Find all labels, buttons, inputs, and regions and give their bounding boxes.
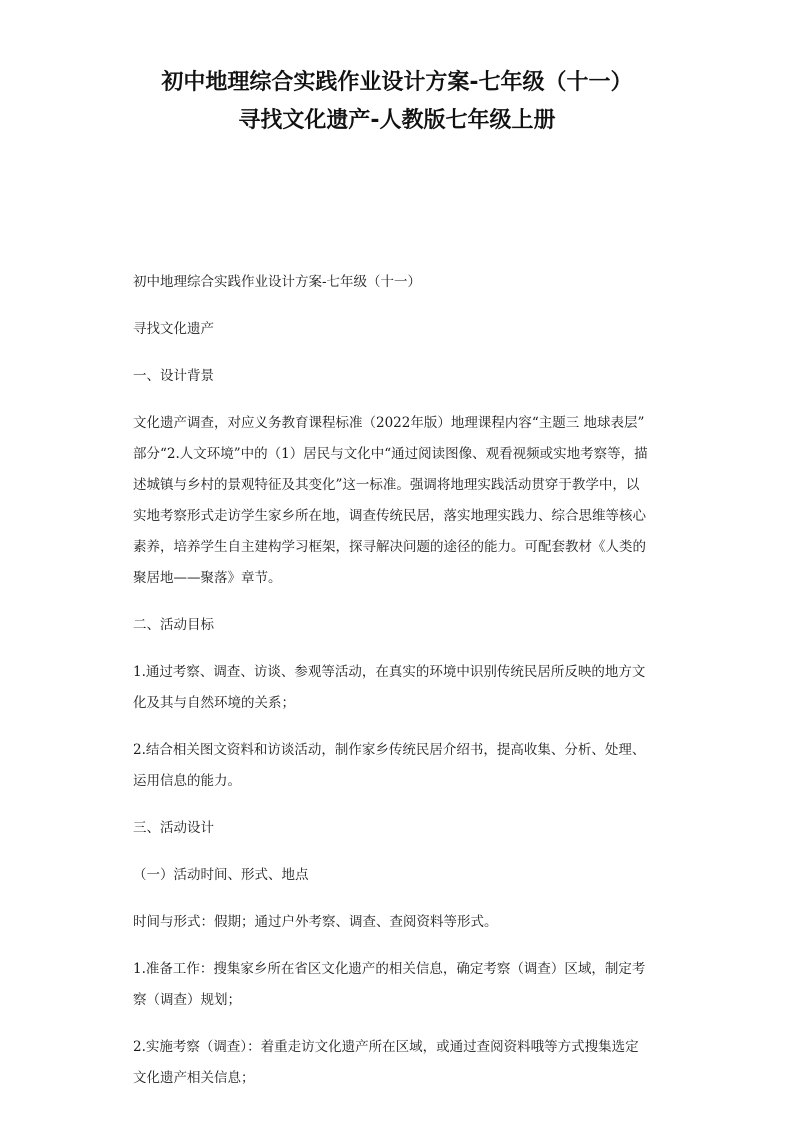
document-body [133, 267, 673, 1094]
section1-line: 部分“2.人文环境”中的（1）居民与文化中“通过阅读图像、观看视频或实地考察等，描 [133, 446, 648, 462]
goal2-line: 运用信息的能力。 [133, 773, 241, 789]
step1-line: 察（调查）规划； [133, 992, 241, 1008]
section1-line: 实地考察形式走访学生家乡所在地，调查传统民居，落实地理实践力、综合思维等核心 [133, 508, 646, 524]
step2-line: 文化遗产相关信息； [133, 1070, 255, 1086]
time-form-line: 时间与形式：假期；通过户外考察、调查、查阅资料等形式。 [133, 914, 498, 930]
section1-line: 素养，培养学生自主建构学习框架，探寻解决问题的途径的能力。可配套教材《人类的 [133, 539, 646, 555]
goal2-line: 2.结合相关图文资料和访谈活动，制作家乡传统民居介绍书，提高收集、分析、处理、 [133, 742, 646, 758]
section1-line: 述城镇与乡村的景观特征及其变化”这一标准。强调将地理实践活动贯穿于教学中，以 [133, 477, 640, 493]
section1-line: 文化遗产调查，对应义务教育课程标准（2022年版）地理课程内容“主题三 地球表层” [133, 415, 645, 431]
step1-line: 1.准备工作：搜集家乡所在省区文化遗产的相关信息，确定考察（调查）区域，制定考 [133, 961, 646, 977]
section2-heading: 二、活动目标 [133, 617, 214, 633]
topic: 寻找文化遗产 [133, 321, 214, 337]
section1-line: 聚居地——聚落》章节。 [133, 570, 282, 586]
goal1-line: 1.通过考察、调查、访谈、参观等活动，在真实的环境中识别传统民居所反映的地方文 [133, 664, 646, 680]
subtitle: 初中地理综合实践作业设计方案-七年级（十一） [133, 274, 422, 290]
step2-line: 2.实施考察（调查）：着重走访文化遗产所在区域，或通过查阅资料哦等方式搜集选定 [133, 1039, 639, 1055]
section3-sub1-heading: （一）活动时间、形式、地点 [133, 867, 309, 883]
section3-heading: 三、活动设计 [133, 820, 214, 836]
goal1-line: 化及其与自然环境的关系； [133, 695, 295, 711]
document-title-line-1: 初中地理综合实践作业设计方案-七年级（十一） [161, 70, 633, 95]
document-title-line-2: 寻找文化遗产-人教版七年级上册 [238, 108, 556, 133]
section1-heading: 一、设计背景 [133, 368, 214, 384]
